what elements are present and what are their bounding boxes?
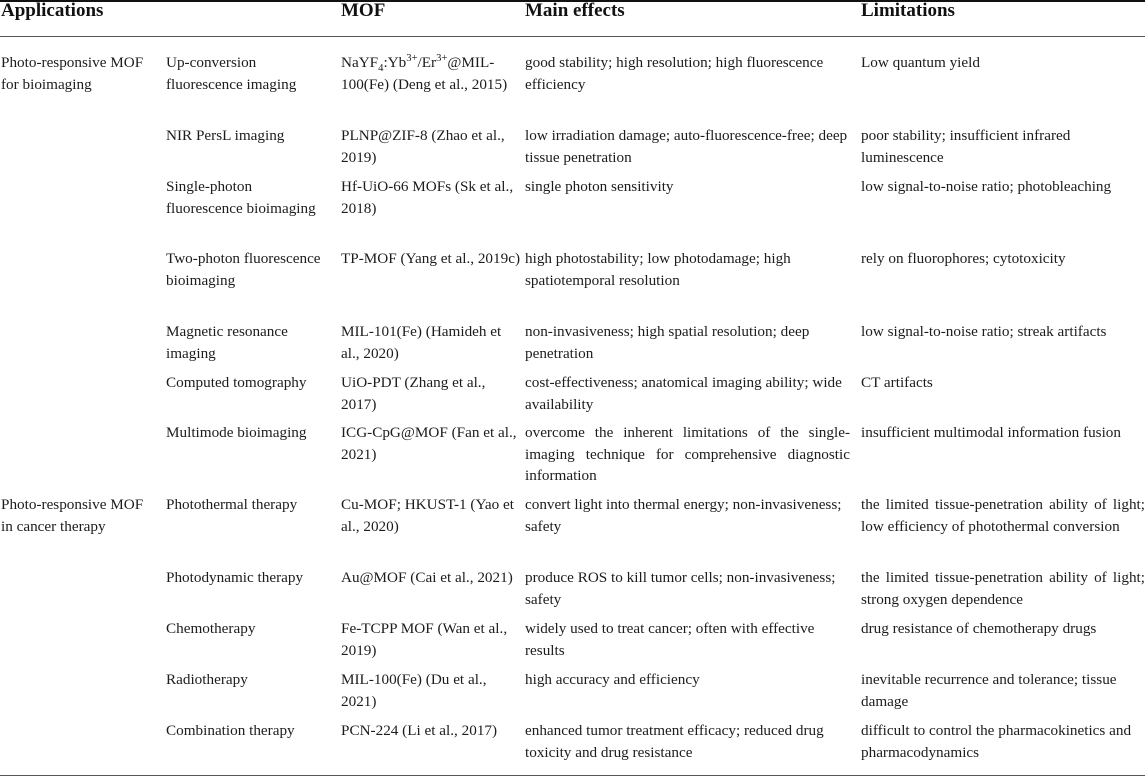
header-applications: Applications [1,0,104,21]
mof-cell: Hf-UiO-66 MOFs (Sk et al., 2018) [341,178,514,217]
effects-cell: convert light into thermal energy; non-invasiveness; safety [525,496,842,535]
technique-cell: Radiotherapy [166,671,248,688]
group-label-cancer-therapy: Photo-responsive MOF in cancer therapy [1,496,144,535]
effects-cell: overcome the inherent limitations of the single-imaging technique for comprehensive diagnostic information [525,424,850,484]
header-mof: MOF [341,0,386,21]
mof-cell: PLNP@ZIF-8 (Zhao et al., 2019) [341,127,505,166]
mof-cell: MIL-101(Fe) (Hamideh et al., 2020) [341,323,502,362]
limitations-cell: poor stability; insufficient infrared luminescence [861,127,1071,166]
limitations-cell: drug resistance of chemotherapy drugs [861,620,1097,637]
mof-cell: Cu-MOF; HKUST-1 (Yao et al., 2020) [341,496,514,535]
effects-cell: high photostability; low photodamage; high spatiotemporal resolution [525,250,791,289]
effects-cell: enhanced tumor treatment efficacy; reduced drug toxicity and drug resistance [525,722,824,761]
technique-cell: Photothermal therapy [166,496,298,513]
mof-cell: ICG-CpG@MOF (Fan et al., 2021) [341,424,517,463]
effects-cell: low irradiation damage; auto-fluorescence-free; deep tissue penetration [525,127,848,166]
limitations-cell: the limited tissue-penetration ability of light; low efficiency of photothermal conversion [861,496,1145,535]
limitations-cell: low signal-to-noise ratio; streak artifacts [861,323,1107,340]
mof-cell: TP-MOF (Yang et al., 2019c) [341,250,521,267]
table-bottom-rule [0,775,1145,776]
limitations-cell: low signal-to-noise ratio; photobleaching [861,178,1112,195]
mof-cell: Au@MOF (Cai et al., 2021) [341,569,513,586]
header-main-effects: Main effects [525,0,625,21]
technique-cell: Computed tomography [166,374,307,391]
technique-cell: Up-conversion fluorescence imaging [166,54,297,93]
effects-cell: widely used to treat cancer; often with effective results [525,620,815,659]
technique-cell: Multimode bioimaging [166,424,307,441]
header-limitations: Limitations [861,0,955,21]
mof-cell: PCN-224 (Li et al., 2017) [341,722,498,739]
limitations-cell: rely on fluorophores; cytotoxicity [861,250,1066,267]
limitations-cell: Low quantum yield [861,54,980,71]
effects-cell: single photon sensitivity [525,178,674,195]
technique-cell: Two-photon fluorescence bioimaging [166,250,321,289]
effects-cell: produce ROS to kill tumor cells; non-invasiveness; safety [525,569,836,608]
technique-cell: Chemotherapy [166,620,256,637]
mof-cell: $NaYF_4:Yb^{3+}/Er^{3+}@MIL-100(Fe)$ (Deng et al., 2015) [341,52,508,93]
technique-cell: NIR PersL imaging [166,127,285,144]
mof-cell: UiO-PDT (Zhang et al., 2017) [341,374,486,413]
limitations-cell: difficult to control the pharmacokinetics and pharmacodynamics [861,722,1132,761]
limitations-cell: the limited tissue-penetration ability of light; strong oxygen dependence [861,569,1145,608]
effects-cell: non-invasiveness; high spatial resolution; deep penetration [525,323,810,362]
technique-cell: Magnetic resonance imaging [166,323,288,362]
technique-cell: Photodynamic therapy [166,569,304,586]
header-rule [0,36,1145,37]
technique-cell: Combination therapy [166,722,295,739]
group-label-bioimaging: Photo-responsive MOF for bioimaging [1,54,144,93]
effects-cell: good stability; high resolution; high fluorescence efficiency [525,54,824,93]
effects-cell: cost-effectiveness; anatomical imaging ability; wide availability [525,374,842,413]
mof-cell: MIL-100(Fe) (Du et al., 2021) [341,671,487,710]
limitations-cell: inevitable recurrence and tolerance; tissue damage [861,671,1117,710]
effects-cell: high accuracy and efficiency [525,671,700,688]
limitations-cell: CT artifacts [861,374,933,391]
limitations-cell: insufficient multimodal information fusion [861,424,1121,441]
mof-cell: Fe-TCPP MOF (Wan et al., 2019) [341,620,508,659]
technique-cell: Single-photon fluorescence bioimaging [166,178,316,217]
